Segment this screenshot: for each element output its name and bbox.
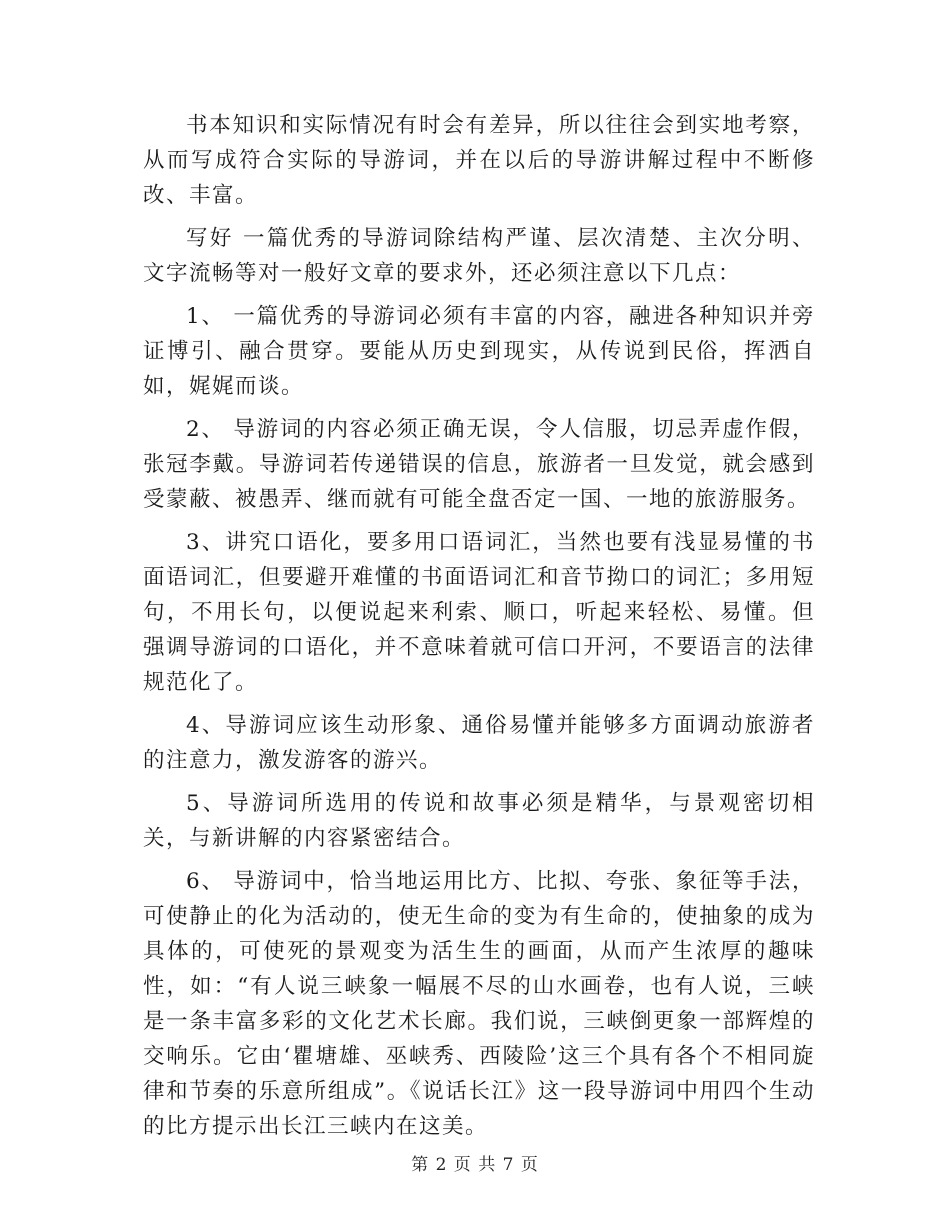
document-body — [143, 108, 815, 1152]
paragraph-point-6: 6、 导游词中，恰当地运用比方、比拟、夸张、象征等手法，可使静止的化为活动的，使无生命的变为有生命的，使抽象的成为具体的，可使死的景观变为活生生的画面，从而产生浓厚的趣味性，如：“有人说三峡象一幅展不尽的山水画卷，也有人说，三峡是一条丰富多彩的文化艺术长廊。我们说，三峡倒更象一部辉煌的交响乐。它由‘瞿塘雄、巫峡秀、西陵险’这三个具有各个不相同旋律和节奏的乐意所组成”。《说话长江》这一段导游词中用四个生动的比方提示出长江三峡内在这美。 — [143, 869, 815, 1139]
paragraph-intro: 书本知识和实际情况有时会有差异，所以往往会到实地考察，从而写成符合实际的导游词，并在以后的导游讲解过程中不断修改、丰富。 — [143, 113, 815, 208]
paragraph-point-3: 3、讲究口语化，要多用口语词汇，当然也要有浅显易懂的书面语词汇，但要避开难懂的书面语词汇和音节拗口的词汇；多用短句，不用长句，以便说起来利索、顺口，听起来轻松、易懂。但 强调导游词的口语化，并不意味着就可信口开河，不要语言的法律规范化了。 — [143, 530, 815, 695]
paragraph-requirements: 写好 一篇优秀的导游词除结构严谨、层次清楚、主次分明、文字流畅等对一般好文章的要求外，还必须注意以下几点： — [143, 226, 815, 286]
paragraph-point-4: 4、导游词应该生动形象、通俗易懂并能够多方面调动旅游者的注意力，激发游客的游兴。 — [143, 713, 815, 773]
paragraph-point-1: 1、 一篇优秀的导游词必须有丰富的内容，融进各种知识并旁证博引、融合贯穿。要能从历史到现实，从传说到民俗，挥洒自如，娓娓而谈。 — [143, 304, 815, 399]
paragraph-point-2: 2、 导游词的内容必须正确无误，令人信服，切忌弄虚作假，张冠李戴。导游词若传递错误的信息，旅游者一旦发觉，就会感到受蒙蔽、被愚弄、继而就有可能全盘否定一国、一地的旅游服务。 — [143, 417, 815, 512]
paragraph-point-5: 5、导游词所选用的传说和故事必须是精华，与景观密切相关，与新讲解的内容紧密结合。 — [143, 791, 815, 851]
page-number-footer: 第 2 页 共 7 页 — [411, 1155, 539, 1175]
